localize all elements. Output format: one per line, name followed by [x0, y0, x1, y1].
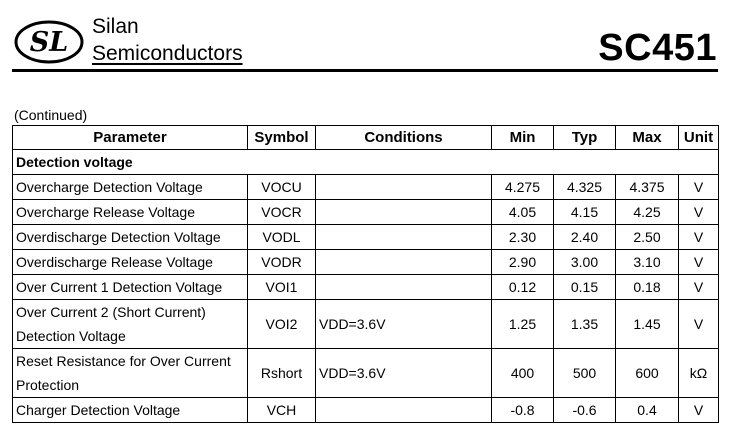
cell-parameter: Overcharge Release Voltage [13, 200, 248, 225]
cell-symbol: VOCR [248, 200, 316, 225]
spec-table [12, 125, 719, 423]
cell-typ: 500 [554, 349, 616, 398]
table-row [13, 300, 719, 349]
cell-conditions: VDD=3.6V [316, 300, 492, 349]
cell-typ: 4.325 [554, 175, 616, 200]
header-unit: Unit [679, 126, 719, 150]
cell-symbol: VODR [248, 250, 316, 275]
header-divider [12, 69, 718, 72]
cell-symbol: VCH [248, 398, 316, 423]
cell-conditions: VDD=3.6V [316, 349, 492, 398]
cell-max: 2.50 [616, 225, 679, 250]
header-max: Max [616, 126, 679, 150]
cell-unit: V [679, 175, 719, 200]
cell-unit: V [679, 225, 719, 250]
cell-symbol: VOI2 [248, 300, 316, 349]
cell-parameter: Charger Detection Voltage [13, 398, 248, 423]
table-header-row [13, 126, 719, 150]
cell-conditions [316, 225, 492, 250]
header-parameter: Parameter [13, 126, 248, 150]
cell-max: 0.4 [616, 398, 679, 423]
cell-unit: V [679, 250, 719, 275]
cell-typ: 4.15 [554, 200, 616, 225]
cell-parameter: Overcharge Detection Voltage [13, 175, 248, 200]
cell-symbol: VODL [248, 225, 316, 250]
header-conditions: Conditions [316, 126, 492, 150]
table-row [13, 175, 719, 200]
cell-min: -0.8 [492, 398, 554, 423]
continued-note: (Continued) [14, 107, 88, 123]
cell-typ: -0.6 [554, 398, 616, 423]
cell-conditions [316, 398, 492, 423]
cell-unit: V [679, 200, 719, 225]
brand-subtitle: Semiconductors [92, 42, 243, 65]
cell-max: 600 [616, 349, 679, 398]
header-min: Min [492, 126, 554, 150]
header-typ: Typ [554, 126, 616, 150]
cell-max: 4.25 [616, 200, 679, 225]
section-title: Detection voltage [13, 150, 719, 175]
cell-parameter: Reset Resistance for Over Current Protection [13, 349, 248, 398]
cell-typ: 1.35 [554, 300, 616, 349]
table-row [13, 225, 719, 250]
cell-unit: V [679, 398, 719, 423]
header-symbol: Symbol [248, 126, 316, 150]
part-number: SC451 [598, 27, 717, 69]
cell-parameter: Overdischarge Detection Voltage [13, 225, 248, 250]
table-row [13, 250, 719, 275]
cell-parameter: Over Current 1 Detection Voltage [13, 275, 248, 300]
cell-max: 0.18 [616, 275, 679, 300]
cell-parameter: Over Current 2 (Short Current) Detection Voltage [13, 300, 248, 349]
table-row [13, 275, 719, 300]
cell-symbol: VOCU [248, 175, 316, 200]
cell-unit: V [679, 300, 719, 349]
cell-min: 2.90 [492, 250, 554, 275]
cell-conditions [316, 200, 492, 225]
table-row [13, 398, 719, 423]
cell-max: 1.45 [616, 300, 679, 349]
cell-symbol: Rshort [248, 349, 316, 398]
page-header [0, 0, 730, 75]
cell-min: 4.275 [492, 175, 554, 200]
cell-symbol: VOI1 [248, 275, 316, 300]
section-row [13, 150, 719, 175]
cell-unit: kΩ [679, 349, 719, 398]
silan-logo-icon [13, 18, 85, 66]
cell-parameter: Overdischarge Release Voltage [13, 250, 248, 275]
cell-max: 4.375 [616, 175, 679, 200]
cell-min: 400 [492, 349, 554, 398]
cell-typ: 2.40 [554, 225, 616, 250]
cell-max: 3.10 [616, 250, 679, 275]
cell-conditions [316, 175, 492, 200]
cell-min: 1.25 [492, 300, 554, 349]
cell-typ: 0.15 [554, 275, 616, 300]
brand-name: Silan [92, 15, 139, 38]
cell-unit: V [679, 275, 719, 300]
table-row [13, 200, 719, 225]
cell-min: 0.12 [492, 275, 554, 300]
table-row [13, 349, 719, 398]
cell-conditions [316, 275, 492, 300]
svg-text:SL: SL [29, 27, 69, 58]
cell-conditions [316, 250, 492, 275]
cell-typ: 3.00 [554, 250, 616, 275]
cell-min: 2.30 [492, 225, 554, 250]
cell-min: 4.05 [492, 200, 554, 225]
